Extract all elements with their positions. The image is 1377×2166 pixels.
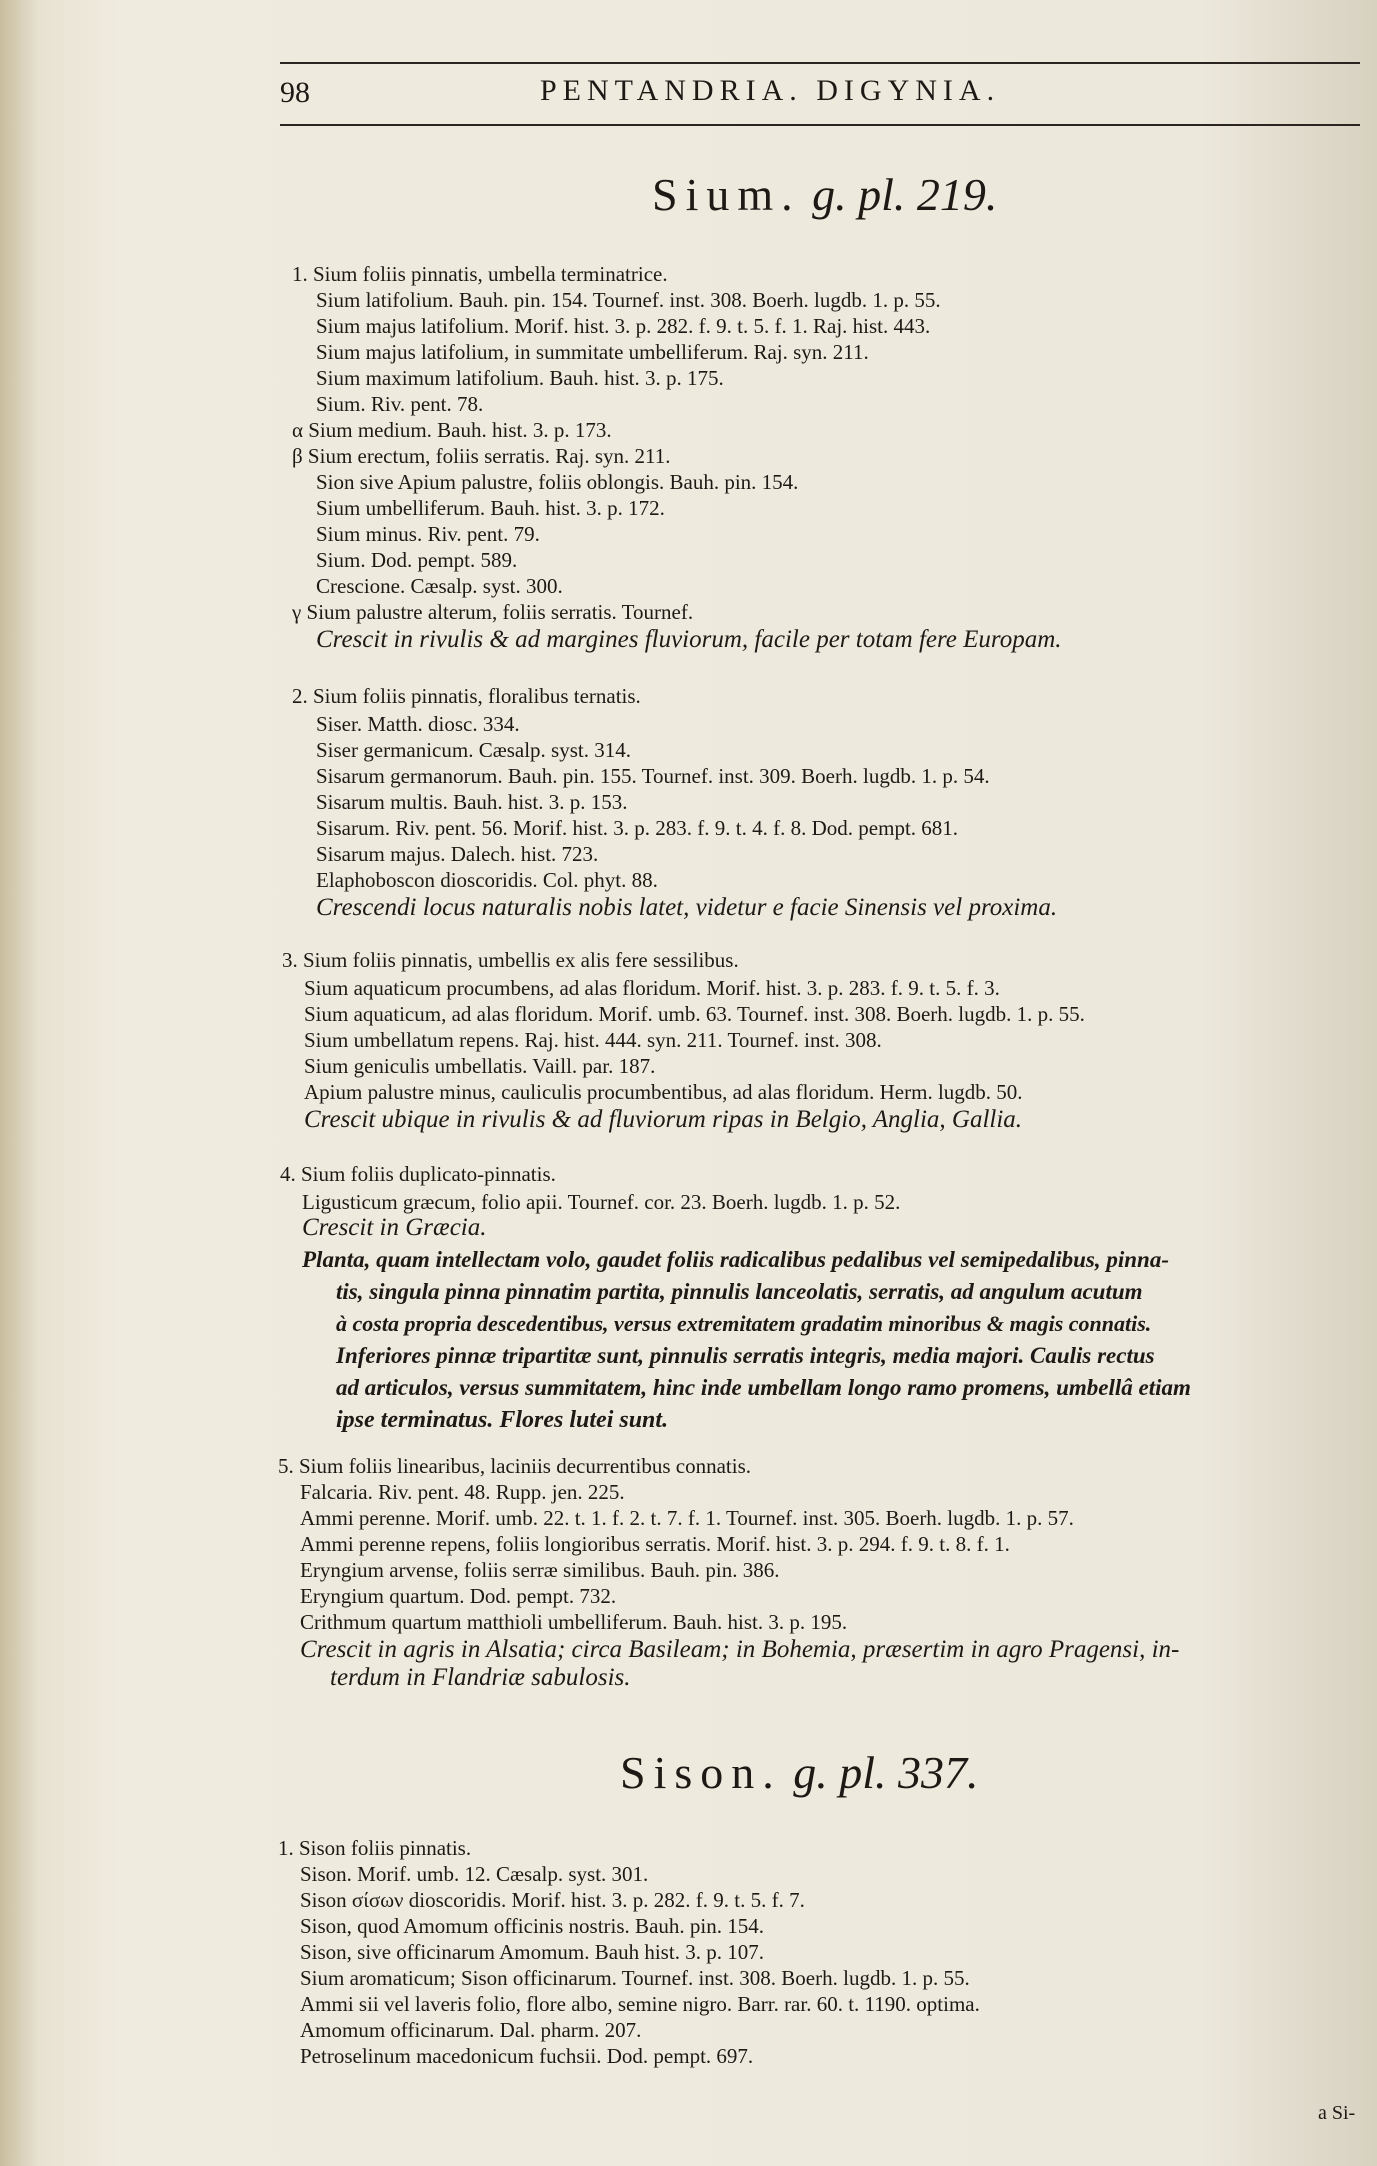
synonym-line: Sium. Dod. pempt. 589. bbox=[316, 548, 518, 572]
synonym-line: Sium majus latifolium. Morif. hist. 3. p. 282. f. 9. t. 5. f. 1. Raj. hist. 443. bbox=[316, 314, 931, 338]
description-line: Planta, quam intellectam volo, gaudet foliis radicalibus pedalibus vel semipedalibus, pinna- bbox=[302, 1247, 1169, 1272]
variety-line: α Sium medium. Bauh. hist. 3. p. 173. bbox=[292, 418, 612, 442]
synonym-line: Sison. Morif. umb. 12. Cæsalp. syst. 301. bbox=[300, 1862, 649, 1886]
synonym-line: Ammi perenne. Morif. umb. 22. t. 1. f. 2. t. 7. f. 1. Tournef. inst. 305. Boerh. lugdb. 1. p. 57. bbox=[300, 1506, 1074, 1530]
synonym-line: Sium aromaticum; Sison officinarum. Tournef. inst. 308. Boerh. lugdb. 1. p. 55. bbox=[300, 1966, 970, 1990]
synonym-line: Siser. Matth. diosc. 334. bbox=[316, 712, 520, 736]
synonym-line: Sison, sive officinarum Amomum. Bauh hist. 3. p. 107. bbox=[300, 1940, 764, 1964]
entry-heading: 1. Sison foliis pinnatis. bbox=[278, 1836, 472, 1860]
synonym-line: Sium aquaticum, ad alas floridum. Morif. umb. 63. Tournef. inst. 308. Boerh. lugdb. 1. p. 55. bbox=[304, 1002, 1085, 1026]
entry-heading: 2. Sium foliis pinnatis, floralibus ternatis. bbox=[292, 684, 641, 708]
description-line: ad articulos, versus summitatem, hinc inde umbellam longo ramo promens, umbellâ etiam bbox=[336, 1375, 1191, 1400]
synonym-line: Elaphoboscon dioscoridis. Col. phyt. 88. bbox=[316, 868, 658, 892]
synonym-line: Siser germanicum. Cæsalp. syst. 314. bbox=[316, 738, 631, 762]
synonym-line: Sisarum germanorum. Bauh. pin. 155. Tournef. inst. 309. Boerh. lugdb. 1. p. 54. bbox=[316, 764, 990, 788]
synonym-line: Ligusticum græcum, folio apii. Tournef. cor. 23. Boerh. lugdb. 1. p. 52. bbox=[302, 1190, 901, 1214]
synonym-line: Sisarum. Riv. pent. 56. Morif. hist. 3. p. 283. f. 9. t. 4. f. 8. Dod. pempt. 681. bbox=[316, 816, 959, 840]
description-line: à costa propria descedentibus, versus extremitatem gradatim minoribus & magis connatis. bbox=[336, 1311, 1152, 1336]
entry-heading: 3. Sium foliis pinnatis, umbellis ex alis fere sessilibus. bbox=[282, 948, 739, 972]
habitat-line: Crescendi locus naturalis nobis latet, videtur e facie Sinensis vel proxima. bbox=[316, 894, 1058, 921]
synonym-line: Ammi perenne repens, foliis longioribus serratis. Morif. hist. 3. p. 294. f. 9. t. 8. f. 1. bbox=[300, 1532, 1010, 1556]
synonym-line: Crithmum quartum matthioli umbelliferum. Bauh. hist. 3. p. 195. bbox=[300, 1610, 848, 1634]
synonym-line: Amomum officinarum. Dal. pharm. 207. bbox=[300, 2018, 642, 2042]
synonym-line: Crescione. Cæsalp. syst. 300. bbox=[316, 574, 563, 598]
synonym-line: Apium palustre minus, cauliculis procumbentibus, ad alas floridum. Herm. lugdb. 50. bbox=[304, 1080, 1023, 1104]
synonym-line: Sium umbelliferum. Bauh. hist. 3. p. 172. bbox=[316, 496, 665, 520]
habitat-line: terdum in Flandriæ sabulosis. bbox=[330, 1664, 631, 1691]
entry-heading: 5. Sium foliis linearibus, laciniis decurrentibus connatis. bbox=[278, 1454, 752, 1478]
synonym-line: Sisarum multis. Bauh. hist. 3. p. 153. bbox=[316, 790, 628, 814]
sison-heading: Sison. g. pl. 337. bbox=[620, 1747, 979, 1798]
synonym-line: Sison σίσων dioscoridis. Morif. hist. 3. p. 282. f. 9. t. 5. f. 7. bbox=[300, 1888, 805, 1912]
habitat-line: Crescit ubique in rivulis & ad fluviorum ripas in Belgio, Anglia, Gallia. bbox=[304, 1106, 1023, 1133]
synonym-line: Sium aquaticum procumbens, ad alas floridum. Morif. hist. 3. p. 283. f. 9. t. 5. f. 3. bbox=[304, 976, 1000, 1000]
habitat-line: Crescit in rivulis & ad margines fluviorum, facile per totam fere Europam. bbox=[316, 626, 1062, 653]
synonym-line: Sison, quod Amomum officinis nostris. Bauh. pin. 154. bbox=[300, 1914, 764, 1938]
page-header bbox=[280, 62, 1360, 126]
synonym-line: Sium. Riv. pent. 78. bbox=[316, 392, 484, 416]
page-number: 98 bbox=[280, 76, 310, 109]
habitat-line: Crescit in agris in Alsatia; circa Basileam; in Bohemia, præsertim in agro Pragensi, in- bbox=[300, 1636, 1180, 1663]
entry-heading: 4. Sium foliis duplicato-pinnatis. bbox=[280, 1162, 556, 1186]
description-line: ipse terminatus. Flores lutei sunt. bbox=[336, 1407, 669, 1433]
synonym-line: Sium minus. Riv. pent. 79. bbox=[316, 522, 540, 546]
habitat-line: Crescit in Græcia. bbox=[302, 1214, 487, 1241]
synonym-line: Eryngium quartum. Dod. pempt. 732. bbox=[300, 1584, 617, 1608]
synonym-line: Sion sive Apium palustre, foliis oblongis. Bauh. pin. 154. bbox=[316, 470, 799, 494]
synonym-line: Petroselinum macedonicum fuchsii. Dod. pempt. 697. bbox=[300, 2044, 754, 2068]
synonym-line: Falcaria. Riv. pent. 48. Rupp. jen. 225. bbox=[300, 1480, 625, 1504]
description-line: tis, singula pinna pinnatim partita, pinnulis lanceolatis, serratis, ad angulum acutum bbox=[336, 1279, 1143, 1304]
catchword: a Si- bbox=[1318, 2102, 1356, 2124]
synonym-line: Sium latifolium. Bauh. pin. 154. Tournef. inst. 308. Boerh. lugdb. 1. p. 55. bbox=[316, 288, 941, 312]
description-line: Inferiores pinnæ tripartitæ sunt, pinnulis serratis integris, media majori. Caulis rectus bbox=[336, 1343, 1155, 1368]
synonym-line: Sium maximum latifolium. Bauh. hist. 3. p. 175. bbox=[316, 366, 724, 390]
synonym-line: Sium geniculis umbellatis. Vaill. par. 187. bbox=[304, 1054, 656, 1078]
entry-heading: 1. Sium foliis pinnatis, umbella terminatrice. bbox=[292, 262, 668, 286]
running-title: PENTANDRIA. DIGYNIA. bbox=[540, 74, 1001, 107]
variety-line: β Sium erectum, foliis serratis. Raj. syn. 211. bbox=[292, 444, 671, 468]
synonym-line: Ammi sii vel laveris folio, flore albo, semine nigro. Barr. rar. 60. t. 1190. optima. bbox=[300, 1992, 980, 2016]
synonym-line: Sium majus latifolium, in summitate umbelliferum. Raj. syn. 211. bbox=[316, 340, 869, 364]
synonym-line: Sisarum majus. Dalech. hist. 723. bbox=[316, 842, 599, 866]
variety-line: γ Sium palustre alterum, foliis serratis. Tournef. bbox=[292, 600, 694, 624]
synonym-line: Sium umbellatum repens. Raj. hist. 444. syn. 211. Tournef. inst. 308. bbox=[304, 1028, 882, 1052]
sium-heading: Sium. g. pl. 219. bbox=[652, 169, 998, 220]
synonym-line: Eryngium arvense, foliis serræ similibus. Bauh. pin. 386. bbox=[300, 1558, 780, 1582]
